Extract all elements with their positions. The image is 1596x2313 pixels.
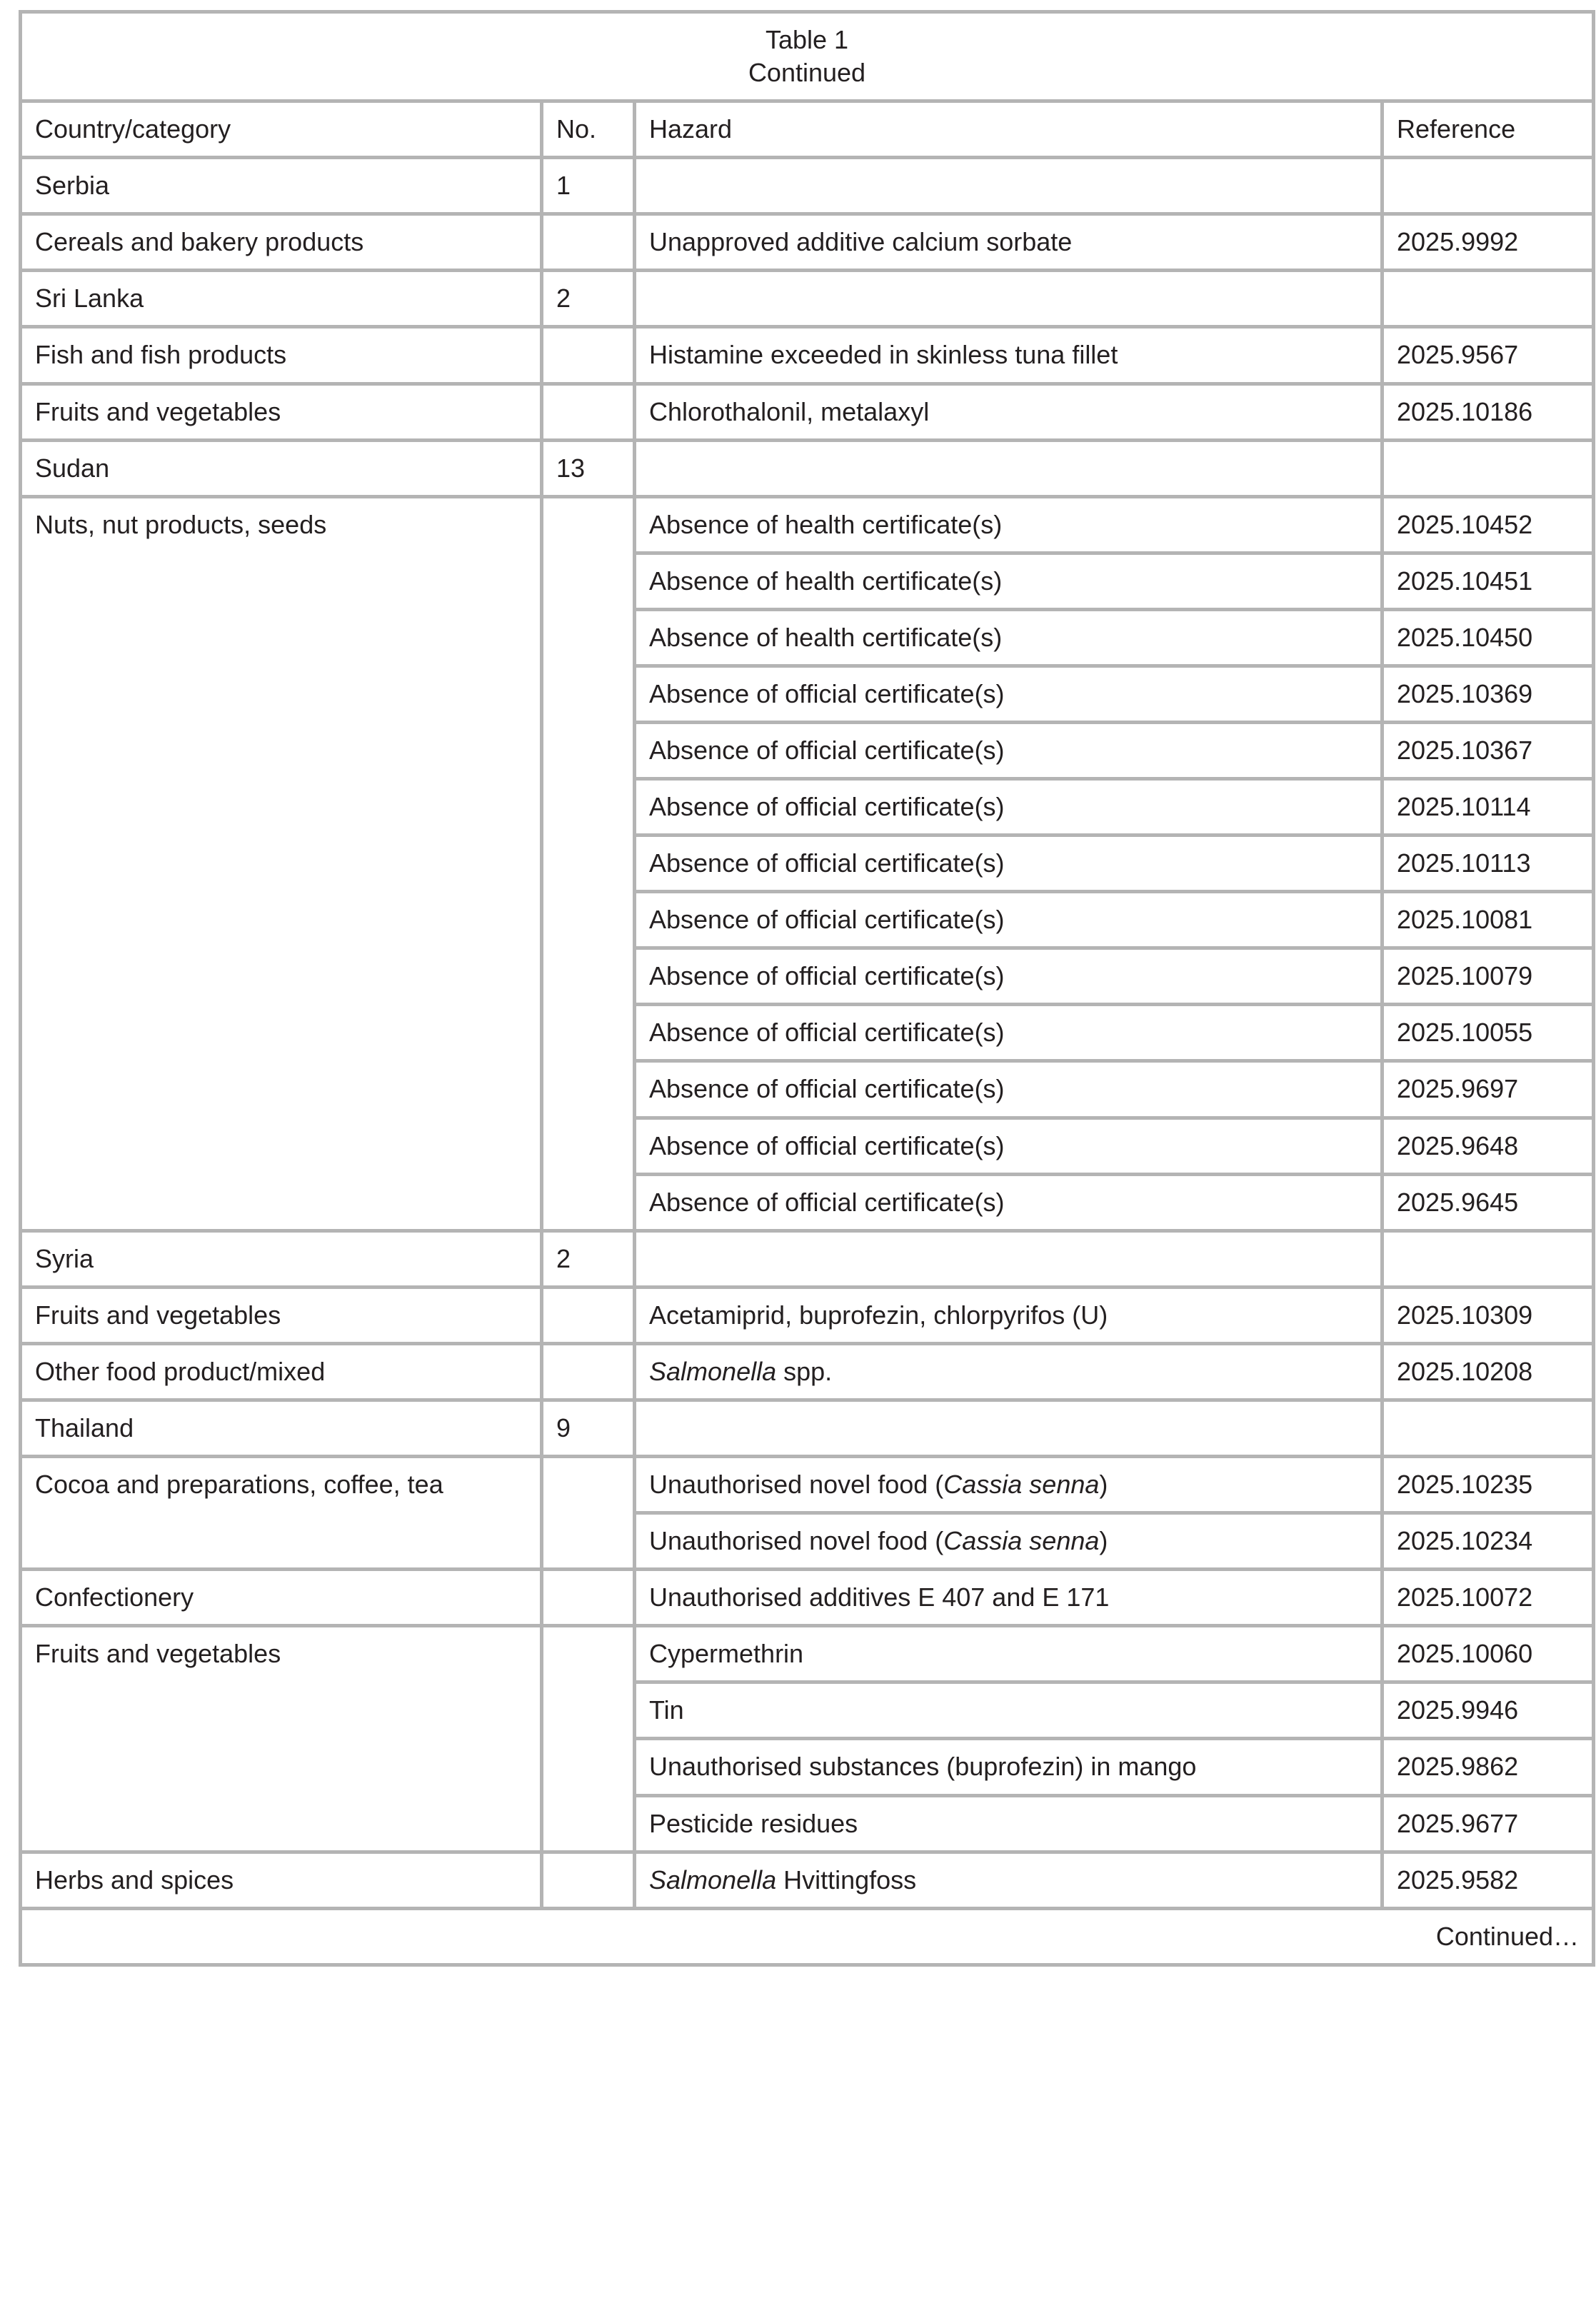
reference-cell: 2025.10060 [1384,1627,1592,1680]
reference-cell: 2025.10452 [1384,498,1592,551]
table-row [22,386,1592,438]
hazard-cell: Absence of official certificate(s) [636,893,1380,946]
table-row [22,1289,1592,1342]
country-group-row [22,442,1592,495]
country-group-row [22,159,1592,212]
country-count: 9 [543,1402,633,1455]
reference-cell: 2025.9645 [1384,1176,1592,1229]
country-name: Thailand [22,1402,540,1455]
reference-cell: 2025.9567 [1384,328,1592,381]
reference-cell: 2025.10367 [1384,724,1592,777]
hazard-cell: Tin [636,1684,1380,1737]
no-cell [543,1854,633,1907]
hazard-cell: Absence of official certificate(s) [636,1176,1380,1229]
hazard-cell: Unapproved additive calcium sorbate [636,216,1380,269]
column-header-row [22,103,1592,156]
no-cell [543,386,633,438]
reference-cell: 2025.10369 [1384,668,1592,721]
hazard-scientific-name: Salmonella [649,1356,777,1386]
reference-cell: 2025.10186 [1384,386,1592,438]
country-count: 13 [543,442,633,495]
country-count: 2 [543,1233,633,1285]
hazard-cell: Absence of official certificate(s) [636,1120,1380,1173]
no-cell [543,1571,633,1624]
hazard-cell: Absence of official certificate(s) [636,1006,1380,1059]
table-row [22,498,1592,551]
hazard-cell: Absence of official certificate(s) [636,1063,1380,1115]
hazard-cell: Unauthorised novel food (Cassia senna) [636,1515,1380,1567]
reference-cell: 2025.10072 [1384,1571,1592,1624]
country-group-row [22,272,1592,325]
reference-cell: 2025.9862 [1384,1740,1592,1793]
hazard-cell: Absence of health certificate(s) [636,498,1380,551]
country-hazard-blank [636,1233,1380,1285]
hazard-cell: Absence of health certificate(s) [636,555,1380,608]
country-reference-blank [1384,442,1592,495]
hazard-scientific-name: Cassia senna [943,1470,1100,1500]
country-hazard-blank [636,159,1380,212]
category-cell: Fish and fish products [22,328,540,381]
no-cell [543,1458,633,1567]
hazard-cell: Absence of official certificate(s) [636,781,1380,833]
table-title: Table 1 [765,25,849,54]
table-footer-row [22,1910,1592,1963]
reference-cell: 2025.9648 [1384,1120,1592,1173]
country-hazard-blank [636,442,1380,495]
hazard-cell: Absence of official certificate(s) [636,668,1380,721]
no-cell [543,1289,633,1342]
category-cell: Confectionery [22,1571,540,1624]
table-row [22,1458,1592,1511]
reference-cell: 2025.10235 [1384,1458,1592,1511]
hazard-cell: Salmonella Hvittingfoss [636,1854,1380,1907]
reference-cell: 2025.10309 [1384,1289,1592,1342]
hazard-cell: Absence of official certificate(s) [636,724,1380,777]
hazard-cell: Pesticide residues [636,1797,1380,1850]
category-cell: Herbs and spices [22,1854,540,1907]
table-row [22,216,1592,269]
hazard-cell: Absence of health certificate(s) [636,611,1380,664]
category-cell: Other food product/mixed [22,1345,540,1398]
reference-cell: 2025.9946 [1384,1684,1592,1737]
table-title-continued: Continued [748,58,866,88]
country-count: 2 [543,272,633,325]
country-reference-blank [1384,272,1592,325]
reference-cell: 2025.9992 [1384,216,1592,269]
hazard-cell: Chlorothalonil, metalaxyl [636,386,1380,438]
country-hazard-blank [636,272,1380,325]
hazard-cell: Cypermethrin [636,1627,1380,1680]
country-name: Syria [22,1233,540,1285]
hazard-cell: Acetamiprid, buprofezin, chlorpyrifos (U) [636,1289,1380,1342]
country-hazard-blank [636,1402,1380,1455]
column-header-reference: Reference [1384,103,1592,156]
hazard-cell: Salmonella spp. [636,1345,1380,1398]
column-header-country-category: Country/category [22,103,540,156]
reference-cell: 2025.10114 [1384,781,1592,833]
reference-cell: 2025.10208 [1384,1345,1592,1398]
country-group-row [22,1402,1592,1455]
category-cell: Nuts, nut products, seeds [22,498,540,1229]
table-row [22,1627,1592,1680]
column-header-hazard: Hazard [636,103,1380,156]
hazard-cell: Histamine exceeded in skinless tuna fillet [636,328,1380,381]
country-reference-blank [1384,159,1592,212]
hazard-cell: Absence of official certificate(s) [636,950,1380,1003]
reference-cell: 2025.10451 [1384,555,1592,608]
category-cell: Fruits and vegetables [22,386,540,438]
column-header-no: No. [543,103,633,156]
no-cell [543,216,633,269]
table-row [22,1854,1592,1907]
hazard-cell: Unauthorised additives E 407 and E 171 [636,1571,1380,1624]
country-group-row [22,1233,1592,1285]
reference-cell: 2025.9582 [1384,1854,1592,1907]
reference-cell: 2025.10055 [1384,1006,1592,1059]
hazard-cell: Absence of official certificate(s) [636,837,1380,890]
no-cell [543,498,633,1229]
no-cell [543,1345,633,1398]
reference-cell: 2025.10113 [1384,837,1592,890]
category-cell: Fruits and vegetables [22,1627,540,1850]
hazard-cell: Unauthorised novel food (Cassia senna) [636,1458,1380,1511]
category-cell: Cereals and bakery products [22,216,540,269]
hazard-scientific-name: Salmonella [649,1865,777,1895]
table-row [22,1571,1592,1624]
hazard-scientific-name: Cassia senna [943,1526,1100,1556]
country-reference-blank [1384,1233,1592,1285]
category-cell: Cocoa and preparations, coffee, tea [22,1458,540,1567]
country-name: Serbia [22,159,540,212]
table-row [22,328,1592,381]
category-cell: Fruits and vegetables [22,1289,540,1342]
reference-cell: 2025.9697 [1384,1063,1592,1115]
reference-cell: 2025.10081 [1384,893,1592,946]
reference-cell: 2025.10079 [1384,950,1592,1003]
reference-cell: 2025.10450 [1384,611,1592,664]
no-cell [543,1627,633,1850]
table-body [22,14,1592,1907]
table-title-row [22,14,1592,99]
table-row [22,1345,1592,1398]
country-reference-blank [1384,1402,1592,1455]
table-title-cell [22,14,1592,99]
no-cell [543,328,633,381]
data-table [19,10,1595,1967]
hazard-cell: Unauthorised substances (buprofezin) in mango [636,1740,1380,1793]
country-name: Sri Lanka [22,272,540,325]
reference-cell: 2025.9677 [1384,1797,1592,1850]
table-foot [22,1910,1592,1963]
continued-note: Continued… [22,1910,1592,1963]
country-name: Sudan [22,442,540,495]
country-count: 1 [543,159,633,212]
reference-cell: 2025.10234 [1384,1515,1592,1567]
